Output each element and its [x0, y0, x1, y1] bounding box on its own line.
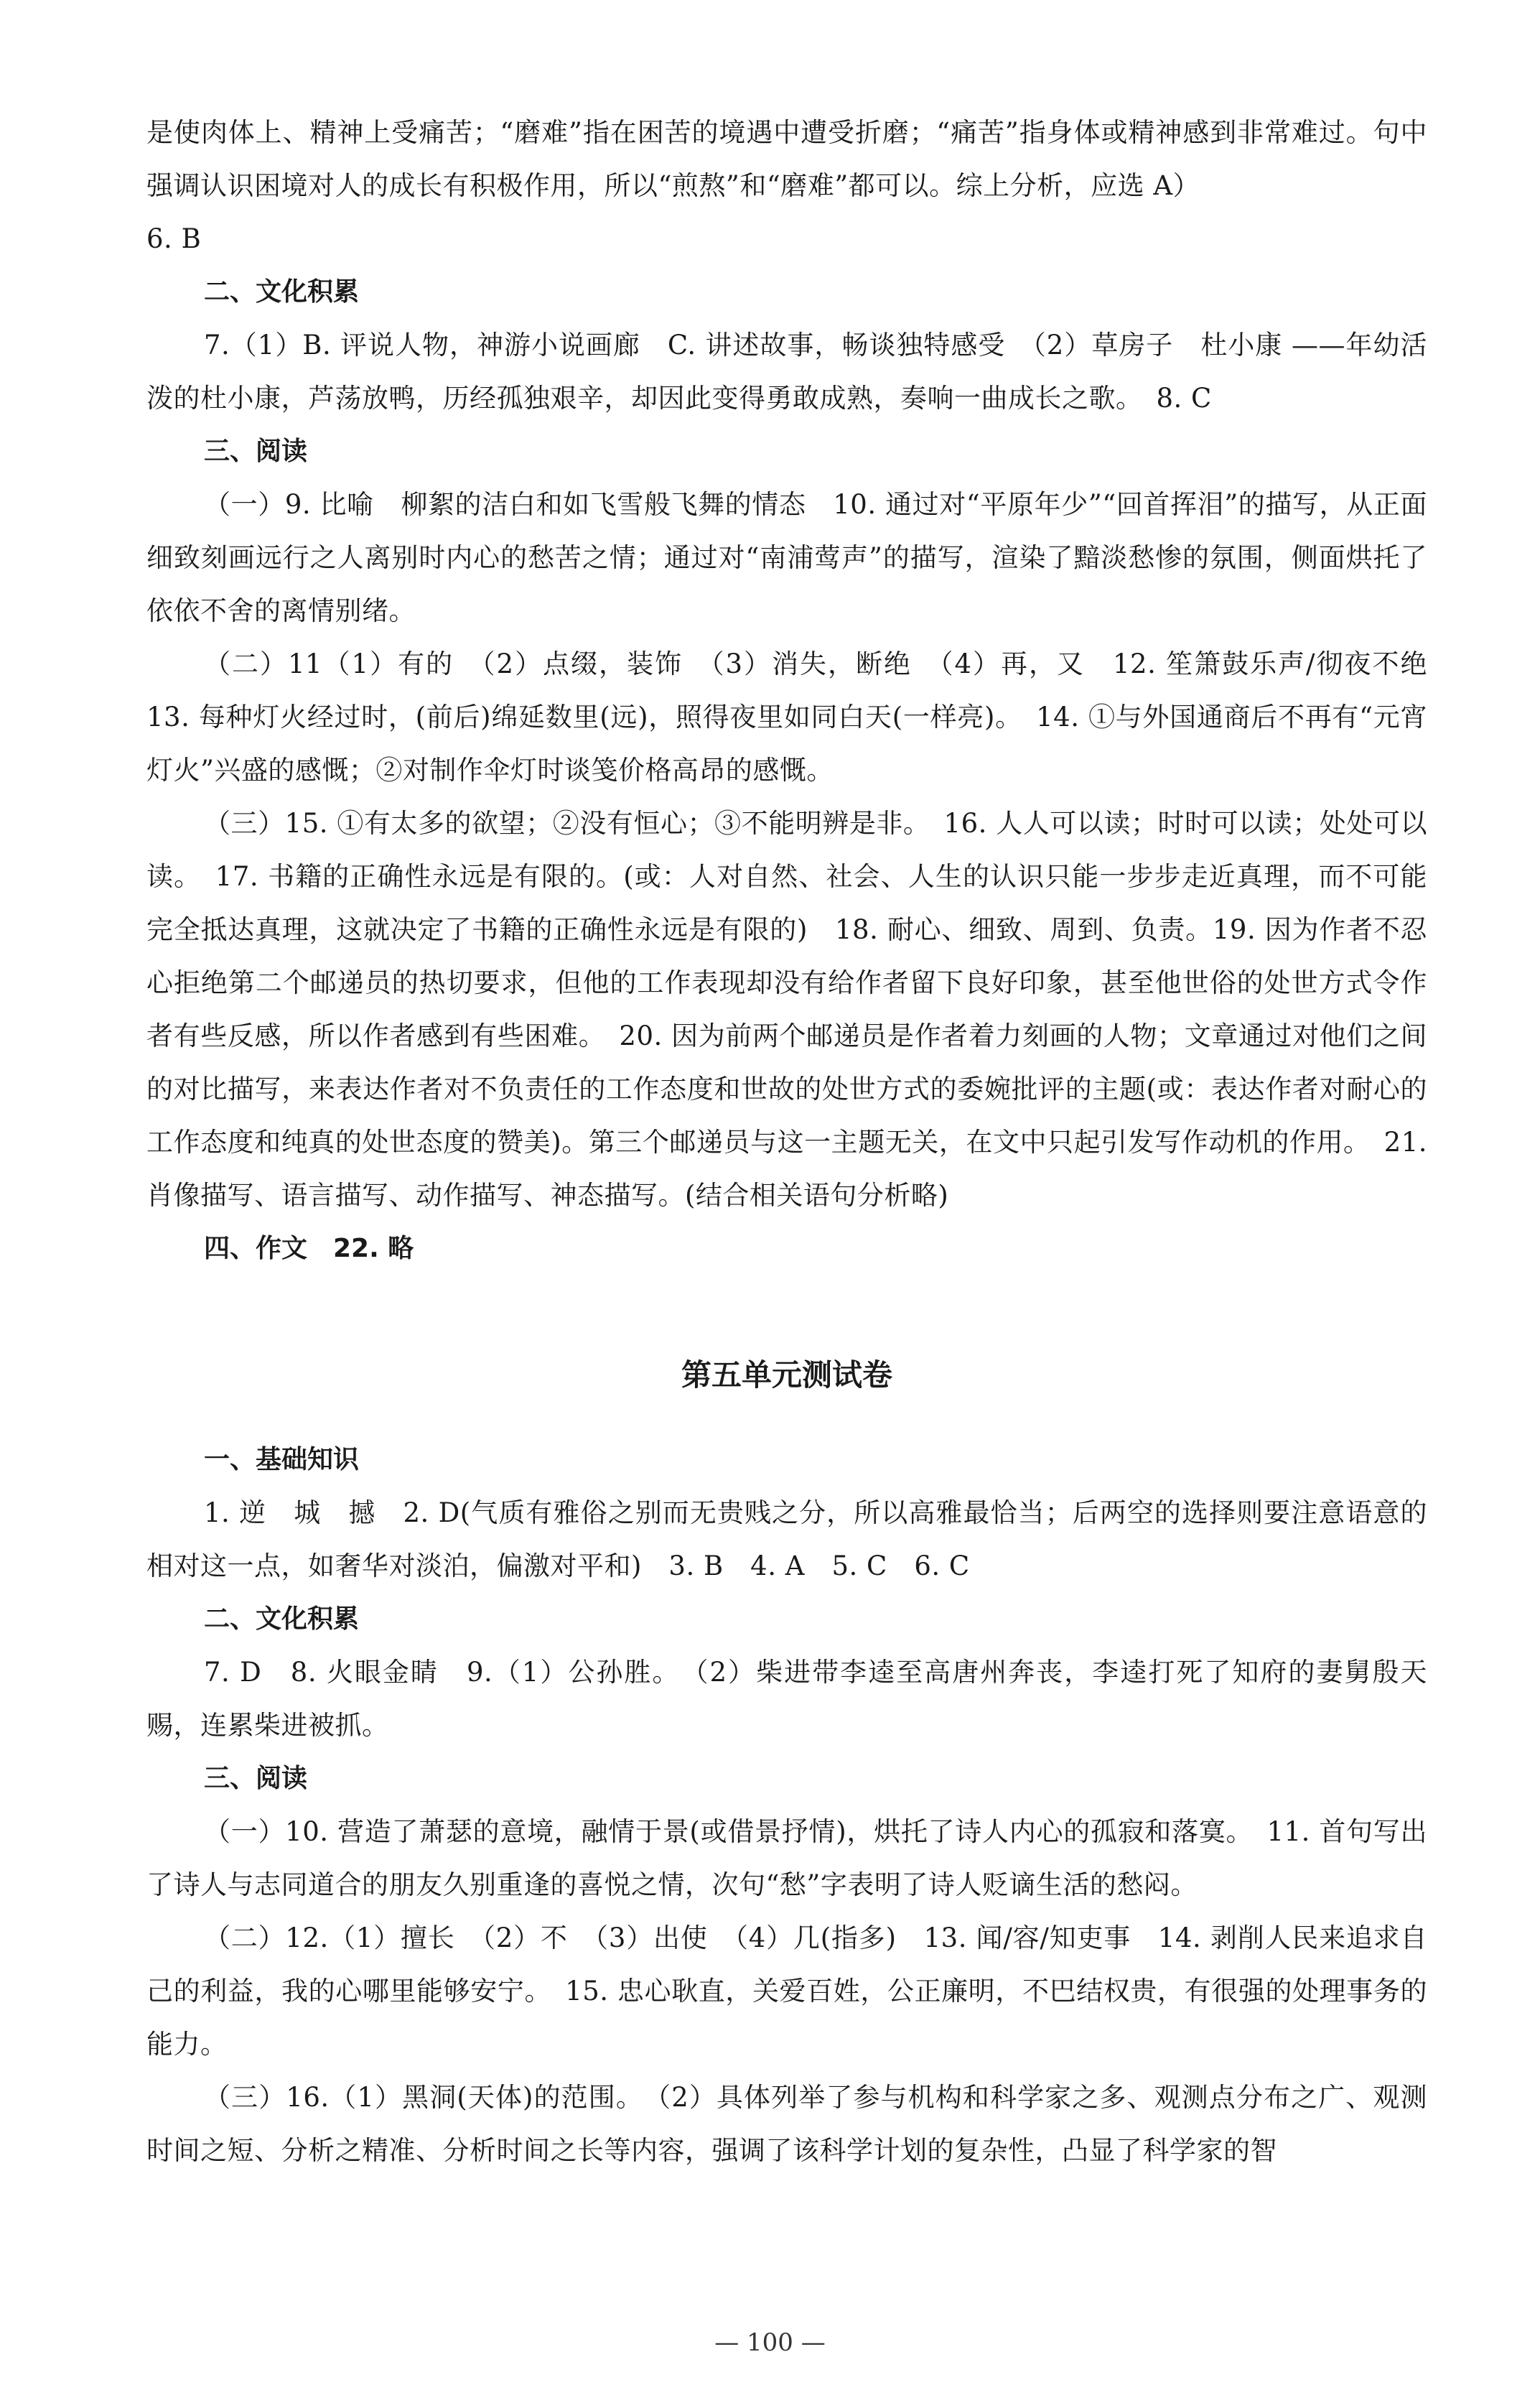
paragraph-reading-part-2: （二）11（1）有的 （2）点缀，装饰 （3）消失，断绝 （4）再，又 12. 笙箫鼓乐声/彻夜不绝 13. 每种灯火经过时，(前后)绵延数里(远)，照得夜里如同白天(一样亮)。 14. ①与外国通商后不再有“元宵灯火”兴盛的感慨；②对制作伞灯时谈笺价格高昂的感慨。	[146, 648, 1427, 786]
paragraph-answers-7-8: 7.（1）B. 评说人物，神游小说画廊 C. 讲述故事，畅谈独特感受 （2）草房子 杜小康 ——年幼活泼的杜小康，芦荡放鸭，历经孤独艰辛，却因此变得勇敢成熟，奏响一曲成长之歌。 8. C	[146, 330, 1427, 414]
heading-composition: 四、作文 22. 略	[204, 1234, 414, 1263]
answer-page	[146, 106, 1427, 2177]
heading-unit5-cultural-accumulation: 二、文化积累	[204, 1604, 360, 1634]
heading-cultural-accumulation: 二、文化积累	[204, 277, 360, 307]
paragraph-reading-part-3: （三）15. ①有太多的欲望；②没有恒心；③不能明辨是非。 16. 人人可以读；时时可以读；处处可以读。 17. 书籍的正确性永远是有限的。(或：人对自然、社会、人生的认识只能一步步走近真理，而不可能完全抵达真理，这就决定了书籍的正确性永远是有限的) 18. 耐心、细致、周到、负责。19. 因为作者不忍心拒绝第二个邮递员的热切要求，但他的工作表现却没有给作者留下良好印象，甚至他世俗的处世方式令作者有些反感，所以作者感到有些困难。 20. 因为前两个邮递员是作者着力刻画的人物；文章通过对他们之间的对比描写，来表达作者对不负责任的工作态度和世故的处世方式的委婉批评的主题(或：表达作者对耐心的工作态度和纯真的处世态度的赞美)。第三个邮递员与这一主题无关，在文中只起引发写作动机的作用。 21. 肖像描写、语言描写、动作描写、神态描写。(结合相关语句分析略)	[146, 808, 1427, 1211]
paragraph-answer-5-continued: 是使肉体上、精神上受痛苦；“磨难”指在困苦的境遇中遭受折磨；“痛苦”指身体或精神感到非常难过。句中强调认识困境对人的成长有积极作用，所以“煎熬”和“磨难”都可以。综上分析，应选 A）	[146, 117, 1427, 201]
heading-unit5-reading: 三、阅读	[204, 1764, 308, 1793]
unit-5-test-title: 第五单元测试卷	[681, 1357, 892, 1392]
paragraph-unit5-reading-part-3: （三）16.（1）黑洞(天体)的范围。 （2）具体列举了参与机构和科学家之多、观测点分布之广、观测时间之短、分析之精准、分析时间之长等内容，强调了该科学计划的复杂性，凸显了科学家的智	[146, 2082, 1427, 2166]
paragraph-answer-6: 6. B	[146, 223, 202, 254]
paragraph-unit5-reading-part-2: （二）12.（1）擅长 （2）不 （3）出使 （4）几(指多) 13. 闻/容/知吏事 14. 剥削人民来追求自己的利益，我的心哪里能够安宁。 15. 忠心耿直，关爱百姓，公正廉明，不巴结权贵，有很强的处理事务的能力。	[146, 1922, 1427, 2060]
heading-reading: 三、阅读	[204, 437, 308, 466]
heading-basic-knowledge: 一、基础知识	[204, 1445, 360, 1474]
paragraph-unit5-answers-7-9: 7. D 8. 火眼金睛 9.（1）公孙胜。 （2）柴进带李逵至高唐州奔丧，李逵打死了知府的妻舅殷天赐，连累柴进被抓。	[146, 1657, 1427, 1741]
paragraph-reading-part-1: （一）9. 比喻 柳絮的洁白和如飞雪般飞舞的情态 10. 通过对“平原年少”“回首挥泪”的描写，从正面细致刻画远行之人离别时内心的愁苦之情；通过对“南浦莺声”的描写，渲染了黯淡愁惨的氛围，侧面烘托了依依不舍的离情别绪。	[146, 489, 1427, 626]
paragraph-unit5-answers-1-6: 1. 逆 城 撼 2. D(气质有雅俗之别而无贵贱之分，所以高雅最恰当；后两空的选择则要注意语意的相对这一点，如奢华对淡泊，偏激对平和) 3. B 4. A 5. C 6. C	[146, 1497, 1427, 1581]
paragraph-unit5-reading-part-1: （一）10. 营造了萧瑟的意境，融情于景(或借景抒情)，烘托了诗人内心的孤寂和落寞。 11. 首句写出了诗人与志同道合的朋友久别重逢的喜悦之情，次句“愁”字表明了诗人贬谪生活的愁闷。	[146, 1816, 1427, 1900]
page-number: — 100 —	[714, 2328, 826, 2357]
